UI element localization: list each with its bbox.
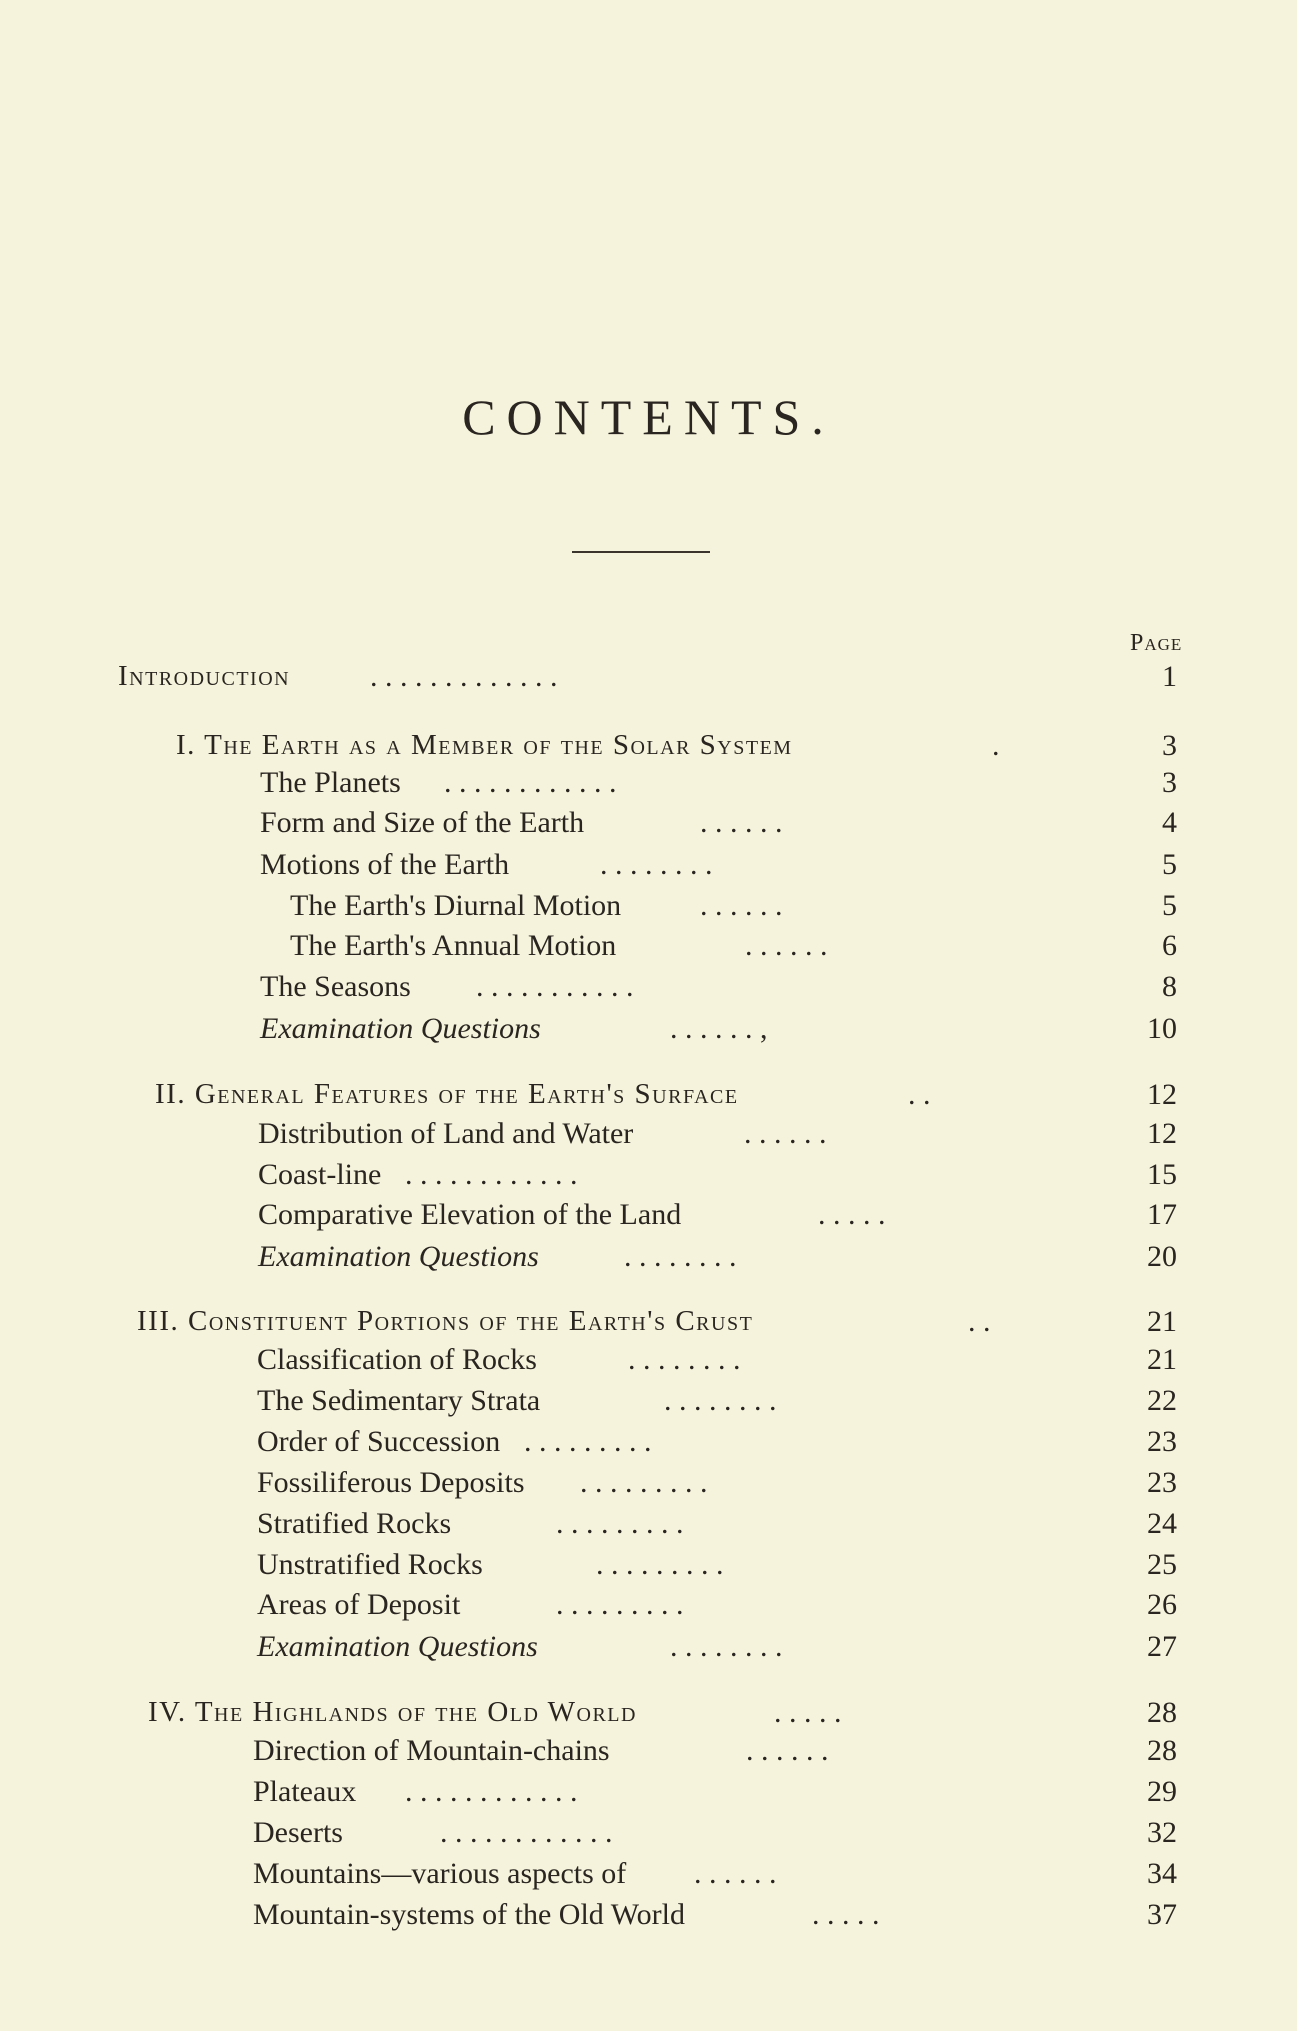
toc-entry-page-number: 1: [1162, 660, 1177, 693]
toc-entry: [0, 1305, 1297, 1345]
toc-entry-page-number: 22: [1147, 1384, 1177, 1417]
toc-entry-page-number: 12: [1147, 1078, 1177, 1111]
toc-entry-label: Motions of the Earth: [260, 848, 510, 881]
toc-leader-dots: . . . . . . . . . . . .: [405, 1158, 578, 1191]
toc-entry-label: Introduction: [118, 660, 291, 692]
toc-leader-dots: . . . . . .: [700, 889, 783, 922]
toc-entry-page-number: 37: [1147, 1898, 1177, 1931]
toc-entry-label: The Seasons: [260, 970, 411, 1003]
toc-entry-page-number: 5: [1162, 848, 1177, 881]
toc-leader-dots: . . . . .: [774, 1696, 842, 1729]
toc-entry: [0, 1343, 1297, 1383]
toc-entry-label: Coast-line: [258, 1158, 382, 1191]
toc-entry-label: I. The Earth as a Member of the Solar System: [176, 729, 793, 761]
toc-entry-label: The Sedimentary Strata: [257, 1384, 541, 1417]
toc-leader-dots: . . . . . . . . .: [580, 1466, 708, 1499]
toc-entry: [0, 1816, 1297, 1856]
toc-entry-page-number: 17: [1147, 1198, 1177, 1231]
toc-entry-label: Areas of Deposit: [257, 1588, 461, 1621]
toc-entry-label: The Earth's Annual Motion: [290, 929, 617, 962]
toc-entry: [0, 970, 1297, 1010]
toc-leader-dots: . . . . .: [812, 1898, 880, 1931]
toc-leader-dots: . . . . . .: [700, 806, 783, 839]
toc-entry: [0, 766, 1297, 806]
toc-entry-label: IV. The Highlands of the Old World: [148, 1696, 637, 1728]
toc-leader-dots: . . . . . . . . . . . . .: [370, 660, 558, 693]
toc-entry-page-number: 29: [1147, 1775, 1177, 1808]
toc-leader-dots: . .: [908, 1078, 931, 1111]
toc-entry-label: Examination Questions: [260, 1012, 541, 1045]
toc-entry: [0, 1012, 1297, 1052]
toc-leader-dots: . . . . . . . .: [624, 1240, 737, 1273]
toc-leader-dots: . . . . . . . .: [670, 1630, 783, 1663]
title-rule: [572, 551, 710, 553]
toc-entry-page-number: 15: [1147, 1158, 1177, 1191]
toc-entry-label: II. General Features of the Earth's Surface: [155, 1078, 739, 1110]
toc-entry-label: Classification of Rocks: [257, 1343, 537, 1376]
toc-entry-page-number: 28: [1147, 1696, 1177, 1729]
toc-leader-dots: . . . . . . . . . . .: [476, 970, 634, 1003]
toc-entry-page-number: 6: [1162, 929, 1177, 962]
toc-entry-page-number: 23: [1147, 1425, 1177, 1458]
toc-entry-page-number: 25: [1147, 1548, 1177, 1581]
toc-entry-page-number: 34: [1147, 1857, 1177, 1890]
toc-entry-page-number: 12: [1147, 1117, 1177, 1150]
toc-entry-page-number: 20: [1147, 1240, 1177, 1273]
toc-entry-page-number: 4: [1162, 806, 1177, 839]
toc-entry-label: Unstratified Rocks: [257, 1548, 483, 1581]
toc-entry: [0, 1117, 1297, 1157]
toc-entry-page-number: 21: [1147, 1343, 1177, 1376]
toc-leader-dots: . . . . . .: [745, 929, 828, 962]
toc-entry: [0, 1588, 1297, 1628]
toc-entry-label: Direction of Mountain-chains: [253, 1734, 610, 1767]
toc-entry-label: III. Constituent Portions of the Earth's Crust: [137, 1305, 754, 1337]
toc-entry: [0, 1078, 1297, 1118]
toc-entry-page-number: 23: [1147, 1466, 1177, 1499]
toc-leader-dots: .: [992, 729, 1000, 762]
toc-entry: [0, 1775, 1297, 1815]
toc-leader-dots: . . . . . . . . . . . .: [405, 1775, 578, 1808]
toc-entry: [0, 889, 1297, 929]
toc-entry-page-number: 32: [1147, 1816, 1177, 1849]
toc-entry: [0, 806, 1297, 846]
toc-leader-dots: . . . . .: [818, 1198, 886, 1231]
toc-leader-dots: . . . . . . . . . . . .: [440, 1816, 613, 1849]
toc-entry: [0, 1384, 1297, 1424]
toc-entry-page-number: 21: [1147, 1305, 1177, 1338]
toc-entry: [0, 1425, 1297, 1465]
toc-entry: [0, 1507, 1297, 1547]
page-title: CONTENTS.: [462, 389, 835, 445]
toc-entry-label: Fossiliferous Deposits: [257, 1466, 525, 1499]
toc-entry: [0, 1158, 1297, 1198]
toc-entry-label: Comparative Elevation of the Land: [258, 1198, 682, 1231]
toc-entry: [0, 729, 1297, 769]
toc-leader-dots: . . . . . . . .: [600, 848, 713, 881]
toc-entry-label: Examination Questions: [258, 1240, 539, 1273]
toc-entry-label: Mountain-systems of the Old World: [253, 1898, 685, 1931]
toc-entry-label: Mountains—various aspects of: [253, 1857, 627, 1890]
toc-entry: [0, 1466, 1297, 1506]
toc-entry-label: Stratified Rocks: [257, 1507, 452, 1540]
toc-leader-dots: . . . . . . . . .: [524, 1425, 652, 1458]
toc-entry: [0, 1734, 1297, 1774]
toc-entry-page-number: 26: [1147, 1588, 1177, 1621]
toc-entry-page-number: 28: [1147, 1734, 1177, 1767]
toc-entry: [0, 1857, 1297, 1897]
toc-entry: [0, 660, 1297, 700]
toc-leader-dots: . . . . . .: [746, 1734, 829, 1767]
toc-leader-dots: . . . . . . . . . . . .: [444, 766, 617, 799]
toc-entry: [0, 929, 1297, 969]
toc-leader-dots: . . . . . .: [694, 1857, 777, 1890]
toc-entry: [0, 1630, 1297, 1670]
toc-entry-label: Order of Succession: [257, 1425, 501, 1458]
toc-leader-dots: . . . . . . . .: [664, 1384, 777, 1417]
toc-entry-label: Form and Size of the Earth: [260, 806, 585, 839]
toc-entry-page-number: 24: [1147, 1507, 1177, 1540]
toc-leader-dots: . . . . . . . . .: [556, 1507, 684, 1540]
toc-entry: [0, 1198, 1297, 1238]
toc-leader-dots: . . . . . . ,: [670, 1012, 768, 1045]
page-column-heading: Page: [1130, 630, 1183, 656]
toc-entry-label: The Planets: [260, 766, 401, 799]
toc-entry-page-number: 27: [1147, 1630, 1177, 1663]
toc-entry: [0, 1240, 1297, 1280]
toc-entry-page-number: 3: [1162, 729, 1177, 762]
toc-entry: [0, 1898, 1297, 1938]
toc-entry-page-number: 8: [1162, 970, 1177, 1003]
toc-entry-label: Plateaux: [253, 1775, 357, 1808]
toc-entry-label: The Earth's Diurnal Motion: [290, 889, 622, 922]
toc-leader-dots: . .: [968, 1305, 991, 1338]
toc-entry-page-number: 3: [1162, 766, 1177, 799]
toc-entry-label: Deserts: [253, 1816, 343, 1849]
toc-entry: [0, 1696, 1297, 1736]
toc-entry: [0, 848, 1297, 888]
toc-entry-page-number: 10: [1147, 1012, 1177, 1045]
toc-leader-dots: . . . . . . . .: [628, 1343, 741, 1376]
toc-entry-label: Distribution of Land and Water: [258, 1117, 634, 1150]
toc-entry-page-number: 5: [1162, 889, 1177, 922]
toc-leader-dots: . . . . . . . . .: [556, 1588, 684, 1621]
toc-entry-label: Examination Questions: [257, 1630, 538, 1663]
toc-leader-dots: . . . . . . . . .: [596, 1548, 724, 1581]
toc-leader-dots: . . . . . .: [744, 1117, 827, 1150]
toc-entry: [0, 1548, 1297, 1588]
